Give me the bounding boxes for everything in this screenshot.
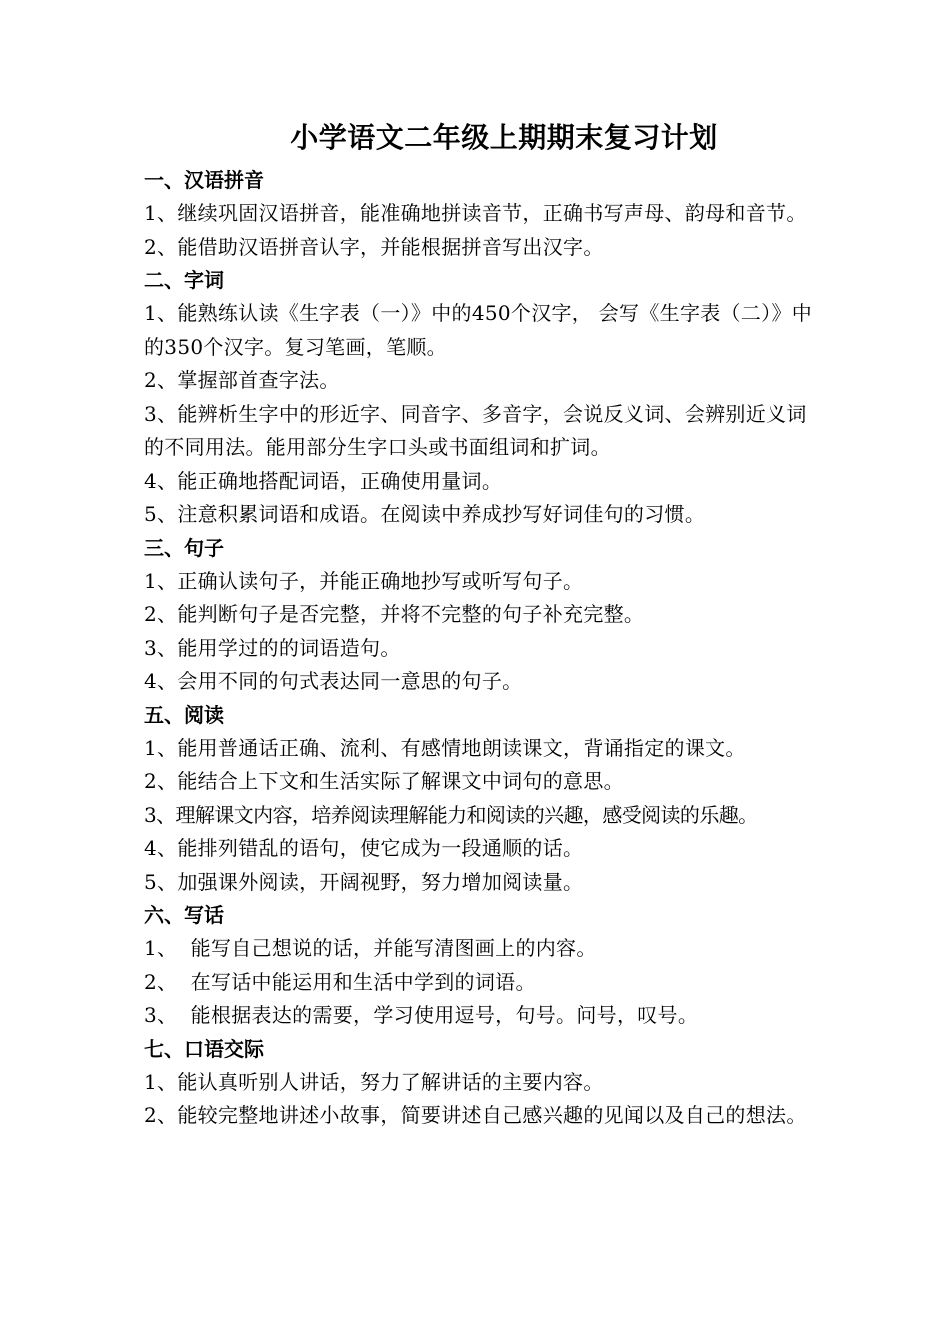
list-item: 4、会用不同的句式表达同一意思的句子。 <box>144 669 523 693</box>
list-item: 5、注意积累词语和成语。在阅读中养成抄写好词佳句的习惯。 <box>144 502 706 526</box>
section-pinyin <box>144 164 824 264</box>
section-heading: 六、写话 <box>144 903 224 927</box>
list-item: 1、能认真听别人讲话，努力了解讲话的主要内容。 <box>144 1069 604 1094</box>
document-body <box>144 164 824 1133</box>
section-words <box>144 264 824 532</box>
list-item: 4、能正确地搭配词语，正确使用量词。 <box>144 468 503 493</box>
list-item: 4、能排列错乱的语句，使它成为一段通顺的话。 <box>144 836 584 860</box>
list-item: 2、掌握部首查字法。 <box>144 368 340 392</box>
section-heading: 七、口语交际 <box>144 1036 264 1061</box>
list-item: 3、能辨析生字中的形近字、同音字、多音字，会说反义词、会辨别近义词的不同用法。能用部分生字口头或书面组词和扩词。 <box>144 401 807 459</box>
list-item: 2、能判断句子是否完整，并将不完整的句子补充完整。 <box>144 602 645 626</box>
section-sentences <box>144 532 824 699</box>
list-item: 2、能借助汉语拼音认字，并能根据拼音写出汉字。 <box>144 234 604 259</box>
list-item: 1、正确认读句子，并能正确地抄写或听写句子。 <box>144 568 584 593</box>
section-heading: 三、句子 <box>144 535 224 560</box>
section-oral <box>144 1033 824 1133</box>
list-item: 3、能用学过的的词语造句。 <box>144 635 401 660</box>
list-item: 5、加强课外阅读，开阔视野，努力增加阅读量。 <box>144 869 584 894</box>
list-item: 3、理解课文内容，培养阅读理解能力和阅读的兴趣，感受阅读的乐趣。 <box>144 802 758 827</box>
document-title: 小学语文二年级上期期末复习计划 <box>290 121 718 154</box>
list-item: 1、继续巩固汉语拼音，能准确地拼读音节，正确书写声母、韵母和音节。 <box>144 201 807 225</box>
list-item: 3、 能根据表达的需要，学习使用逗号，句号。问号，叹号。 <box>144 1003 699 1027</box>
list-item: 2、能结合上下文和生活实际了解课文中词句的意思。 <box>144 769 624 793</box>
list-item: 1、能熟练认读《生字表（一）》中的450个汉字， 会写《生字表（二）》中的350个汉字。复习笔画，笔顺。 <box>144 301 813 359</box>
section-heading: 二、字词 <box>144 268 224 292</box>
list-item: 2、 在写话中能运用和生活中学到的词语。 <box>144 969 536 994</box>
section-heading: 五、阅读 <box>144 702 224 727</box>
section-writing <box>144 899 824 1033</box>
section-heading: 一、汉语拼音 <box>144 168 264 192</box>
list-item: 1、能用普通话正确、流利、有感情地朗读课文，背诵指定的课文。 <box>144 735 746 760</box>
list-item: 1、 能写自己想说的话，并能写清图画上的内容。 <box>144 936 597 960</box>
section-reading <box>144 699 824 900</box>
list-item: 2、能较完整地讲述小故事，简要讲述自己感兴趣的见闻以及自己的想法。 <box>144 1103 807 1127</box>
